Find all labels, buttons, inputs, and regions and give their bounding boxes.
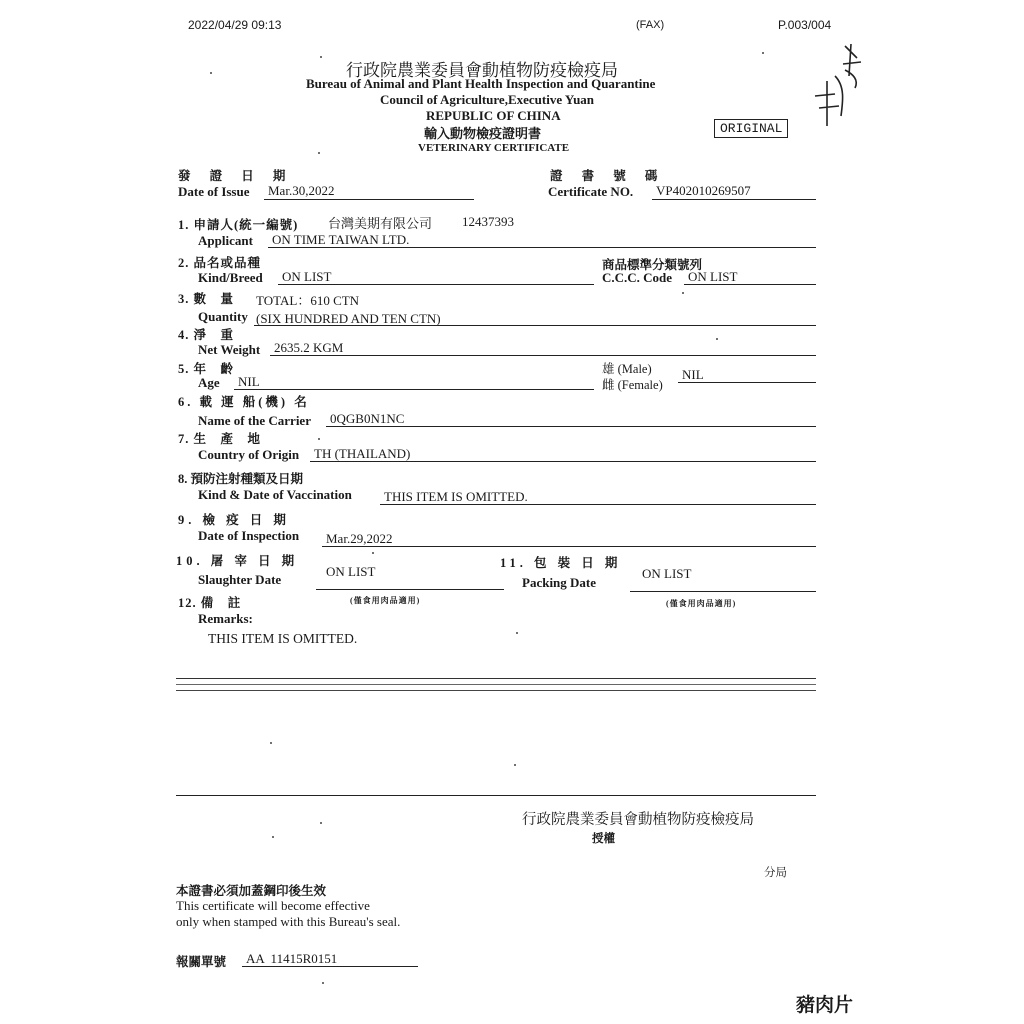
inspection-underline <box>322 546 816 547</box>
customs-declaration-label: 報關單號 <box>176 955 227 969</box>
packing-note: (僅食用肉品適用) <box>666 599 737 608</box>
scan-speck <box>320 822 322 824</box>
vaccination-label: Kind & Date of Vaccination <box>198 487 352 502</box>
issue-date-underline <box>264 199 474 200</box>
sex-underline <box>678 382 816 383</box>
quantity-underline <box>254 325 816 326</box>
seal-note-chinese: 本證書必須加蓋鋼印後生效 <box>176 884 327 898</box>
scan-speck <box>516 632 518 634</box>
scan-speck <box>272 836 274 838</box>
kind-value: ON LIST <box>282 269 332 284</box>
slaughter-underline <box>316 589 504 590</box>
authorized-label: 授權 <box>592 833 615 845</box>
certificate-title-english: VETERINARY CERTIFICATE <box>418 142 570 154</box>
ccc-code-label-chinese: 商品標準分類號列 <box>602 258 703 272</box>
fax-datetime: 2022/04/29 09:13 <box>188 18 282 32</box>
scan-speck <box>318 438 320 440</box>
net-weight-value: 2635.2 KGM <box>274 340 344 355</box>
signature-separator-line <box>176 795 816 796</box>
scan-speck <box>318 152 320 154</box>
certificate-number-label-chinese: 證 書 號 碼 <box>550 169 666 183</box>
separator-line <box>176 690 816 691</box>
slaughter-note: (僅食用肉品適用) <box>350 596 421 605</box>
original-stamp: ORIGINAL <box>714 119 788 138</box>
net-weight-label: Net Weight <box>198 342 261 357</box>
packing-label-chinese: 11. 包 裝 日 期 <box>500 556 622 570</box>
vaccination-label-chinese: 8. 預防注射種類及日期 <box>178 472 304 486</box>
carrier-label: Name of the Carrier <box>198 413 311 428</box>
sex-value: NIL <box>682 367 704 382</box>
certificate-number-label: Certificate NO. <box>548 184 634 199</box>
kind-label: Kind/Breed <box>198 270 263 285</box>
quantity-label: Quantity <box>198 309 248 324</box>
applicant-value: ON TIME TAIWAN LTD. <box>272 232 410 247</box>
applicant-label: Applicant <box>198 233 253 248</box>
fax-page-number: P.003/004 <box>778 18 832 32</box>
separator-line <box>176 678 816 679</box>
slaughter-date-value: ON LIST <box>326 564 376 579</box>
customs-declaration-number: AA 11415R0151 <box>246 951 338 966</box>
issue-date-value: Mar.30,2022 <box>268 183 335 198</box>
seal-note-english-line2: only when stamped with this Bureau's seal. <box>176 914 401 929</box>
carrier-value: 0QGB0N1NC <box>330 411 405 426</box>
remarks-label-chinese: 12. 備 註 <box>178 596 242 610</box>
origin-value: TH (THAILAND) <box>314 446 411 461</box>
scan-speck <box>514 764 516 766</box>
customs-declaration-underline <box>242 966 418 967</box>
issue-date-label-chinese: 發 證 日 期 <box>178 169 294 183</box>
inspection-date-value: Mar.29,2022 <box>326 531 393 546</box>
remarks-value: THIS ITEM IS OMITTED. <box>208 631 358 646</box>
slaughter-label: Slaughter Date <box>198 572 282 587</box>
age-label: Age <box>198 375 220 390</box>
inspection-label-chinese: 9. 檢 疫 日 期 <box>178 513 290 527</box>
age-value: NIL <box>238 374 260 389</box>
product-note: 豬肉片 <box>796 995 854 1016</box>
inspection-label: Date of Inspection <box>198 528 300 543</box>
agency-name-english: Bureau of Animal and Plant Health Inspection and Quarantine <box>306 76 656 91</box>
net-weight-label-chinese: 4. 淨 重 <box>178 328 235 342</box>
issue-date-label: Date of Issue <box>178 184 250 199</box>
handwritten-signature-mark <box>805 36 865 136</box>
quantity-total: TOTAL：610 CTN <box>256 293 360 308</box>
packing-label: Packing Date <box>522 575 597 590</box>
net-weight-underline <box>270 355 816 356</box>
kind-label-chinese: 2. 品名或品種 <box>178 256 262 270</box>
ccc-code-underline <box>684 284 816 285</box>
remarks-label: Remarks: <box>198 611 253 626</box>
ccc-code-label: C.C.C. Code <box>602 270 673 285</box>
certificate-number-underline <box>652 199 816 200</box>
scan-speck <box>762 52 764 54</box>
fax-tag: (FAX) <box>636 19 665 31</box>
authority-name-chinese: 行政院農業委員會動植物防疫檢疫局 <box>522 812 754 828</box>
age-underline <box>234 389 594 390</box>
origin-label: Country of Origin <box>198 447 300 462</box>
kind-underline <box>278 284 594 285</box>
applicant-label-chinese: 1. 申請人(統一編號) <box>178 218 299 232</box>
vaccination-value: THIS ITEM IS OMITTED. <box>384 489 528 504</box>
quantity-label-chinese: 3. 數 量 <box>178 292 235 306</box>
certificate-number-value: VP402010269507 <box>656 183 751 198</box>
origin-underline <box>310 461 816 462</box>
separator-line <box>176 684 816 685</box>
scan-speck <box>210 72 212 74</box>
carrier-underline <box>326 426 816 427</box>
scan-speck <box>322 982 324 984</box>
packing-underline <box>630 591 816 592</box>
packing-date-value: ON LIST <box>642 566 692 581</box>
branch-office-label: 分局 <box>764 867 787 879</box>
applicant-id-number: 12437393 <box>462 214 514 229</box>
age-label-chinese: 5. 年 齡 <box>178 362 235 376</box>
scan-speck <box>320 56 322 58</box>
council-name: Council of Agriculture,Executive Yuan <box>380 92 595 107</box>
vaccination-underline <box>380 504 816 505</box>
scan-speck <box>682 292 684 294</box>
quantity-value: (SIX HUNDRED AND TEN CTN) <box>256 311 441 326</box>
seal-note-english-line1: This certificate will become effective <box>176 898 370 913</box>
carrier-label-chinese: 6. 載 運 船(機) 名 <box>178 395 310 409</box>
origin-label-chinese: 7. 生 產 地 <box>178 432 262 446</box>
scan-speck <box>270 742 272 744</box>
sex-male-label: 雄 (Male) <box>602 362 652 376</box>
scan-speck <box>716 338 718 340</box>
slaughter-label-chinese: 10. 屠 宰 日 期 <box>176 554 299 568</box>
applicant-underline <box>268 247 816 248</box>
sex-female-label: 雌 (Female) <box>602 378 663 392</box>
applicant-name-chinese: 台灣美期有限公司 <box>328 216 433 231</box>
country-name: REPUBLIC OF CHINA <box>426 108 561 123</box>
certificate-title-chinese: 輸入動物檢疫證明書 <box>424 126 542 141</box>
scan-speck <box>372 552 374 554</box>
agency-name-chinese: 行政院農業委員會動植物防疫檢疫局 <box>346 61 618 80</box>
ccc-code-value: ON LIST <box>688 269 738 284</box>
